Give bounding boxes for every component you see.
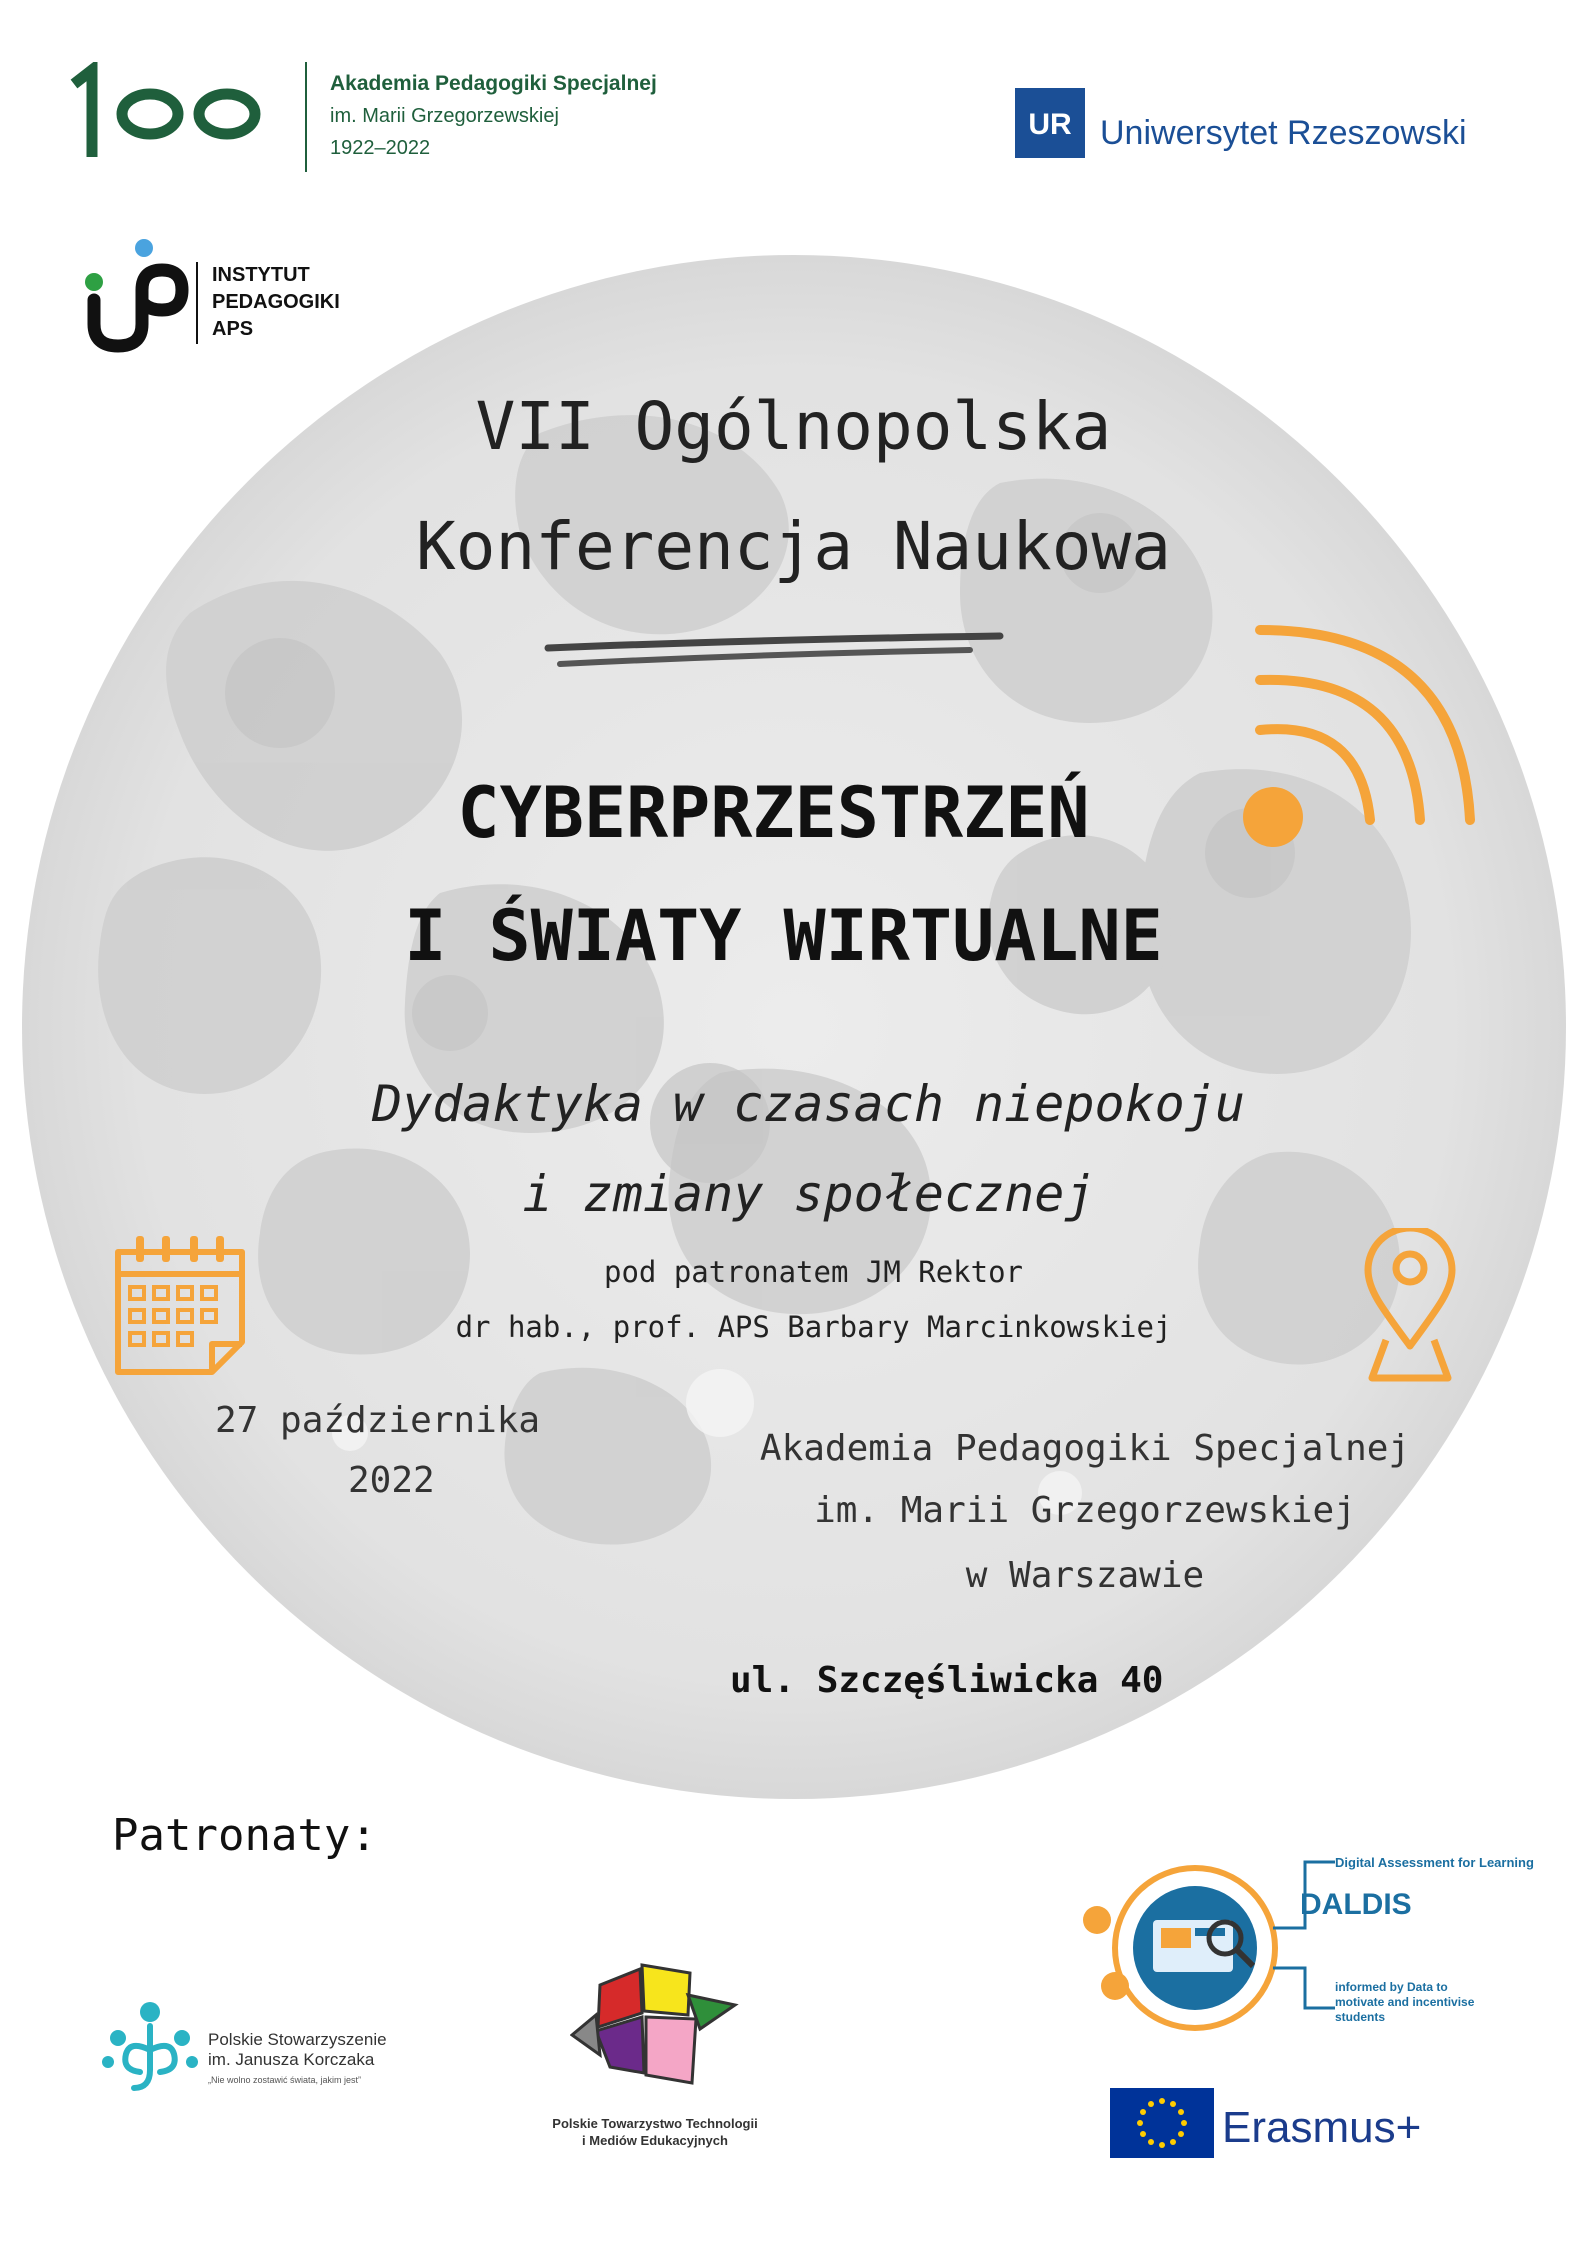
- korczak-society-line1: Polskie Stowarzyszenie: [208, 2030, 387, 2049]
- institute-line1: INSTYTUT: [212, 264, 310, 286]
- conference-main-title-line2: I ŚWIATY WIRTUALNE: [404, 895, 1163, 977]
- institute-logo-divider: [196, 262, 198, 344]
- aps-name: Akademia Pedagogiki Specjalnej: [330, 72, 657, 95]
- ur-logo-letters: UR: [1028, 108, 1072, 141]
- korczak-society-text: [208, 2030, 387, 2090]
- ur-logo-icon: [1015, 88, 1085, 158]
- brush-stroke-divider: [540, 630, 1010, 690]
- event-street-address: ul. Szczęśliwicka 40: [730, 1660, 1164, 1701]
- aps-patron: im. Marii Grzegorzewskiej: [330, 105, 559, 127]
- pttme-line1: Polskie Towarzystwo Technologii: [552, 2116, 758, 2131]
- pttme-line2: i Mediów Edukacyjnych: [582, 2133, 728, 2148]
- aps-100-logo: [62, 62, 282, 162]
- pttme-text: [510, 2115, 800, 2149]
- aps-logo-divider: [305, 62, 307, 172]
- event-date: 27 października: [215, 1400, 541, 1441]
- daldis-tagline2: informed by Data to motivate and incentivise students: [1335, 1980, 1475, 2024]
- aps-years: 1922–2022: [330, 137, 431, 159]
- conference-subtitle-line2: i zmiany społecznej: [522, 1165, 1095, 1223]
- institute-line2: PEDAGOGIKI: [212, 291, 340, 313]
- location-pin-icon: [1360, 1228, 1460, 1383]
- conference-title-line1: VII Ogólnopolska: [475, 388, 1112, 465]
- daldis-tagline1: Digital Assessment for Learning: [1335, 1855, 1534, 1870]
- calendar-icon: [110, 1232, 250, 1377]
- event-location-line1: Akademia Pedagogiki Specjalnej: [759, 1428, 1411, 1469]
- conference-title-line2: Konferencja Naukowa: [416, 508, 1171, 585]
- pttme-logo-icon: [570, 1955, 740, 2105]
- patronage-line1: pod patronatem JM Rektor: [603, 1255, 1024, 1289]
- institute-logo-text: [212, 262, 340, 343]
- institute-line3: APS: [212, 318, 254, 340]
- event-year: 2022: [348, 1460, 435, 1501]
- wifi-signal-icon: [1230, 620, 1480, 860]
- erasmus-plus-wordmark: Erasmus+: [1222, 2103, 1422, 2152]
- korczak-society-logo-icon: [100, 2000, 200, 2095]
- conference-subtitle-line1: Dydaktyka w czasach niepokoju: [372, 1075, 1245, 1133]
- korczak-society-motto: „Nie wolno zostawić świata, jakim jest”: [208, 2075, 362, 2085]
- patronages-heading: Patronaty:: [112, 1810, 377, 1861]
- daldis-name: DALDIS: [1300, 1888, 1412, 1921]
- institute-logo-icon: [80, 234, 190, 354]
- korczak-society-line2: im. Janusza Korczaka: [208, 2050, 375, 2069]
- eu-flag-icon: [1110, 2088, 1214, 2158]
- patronage-line2: dr hab., prof. APS Barbary Marcinkowskiej: [455, 1310, 1172, 1344]
- event-location-line3: w Warszawie: [965, 1555, 1205, 1596]
- ur-name: Uniwersytet Rzeszowski: [1100, 114, 1467, 152]
- aps-logo-text: [330, 68, 657, 164]
- event-location-line2: im. Marii Grzegorzewskiej: [814, 1490, 1356, 1531]
- conference-main-title-line1: CYBERPRZESTRZEŃ: [457, 772, 1090, 854]
